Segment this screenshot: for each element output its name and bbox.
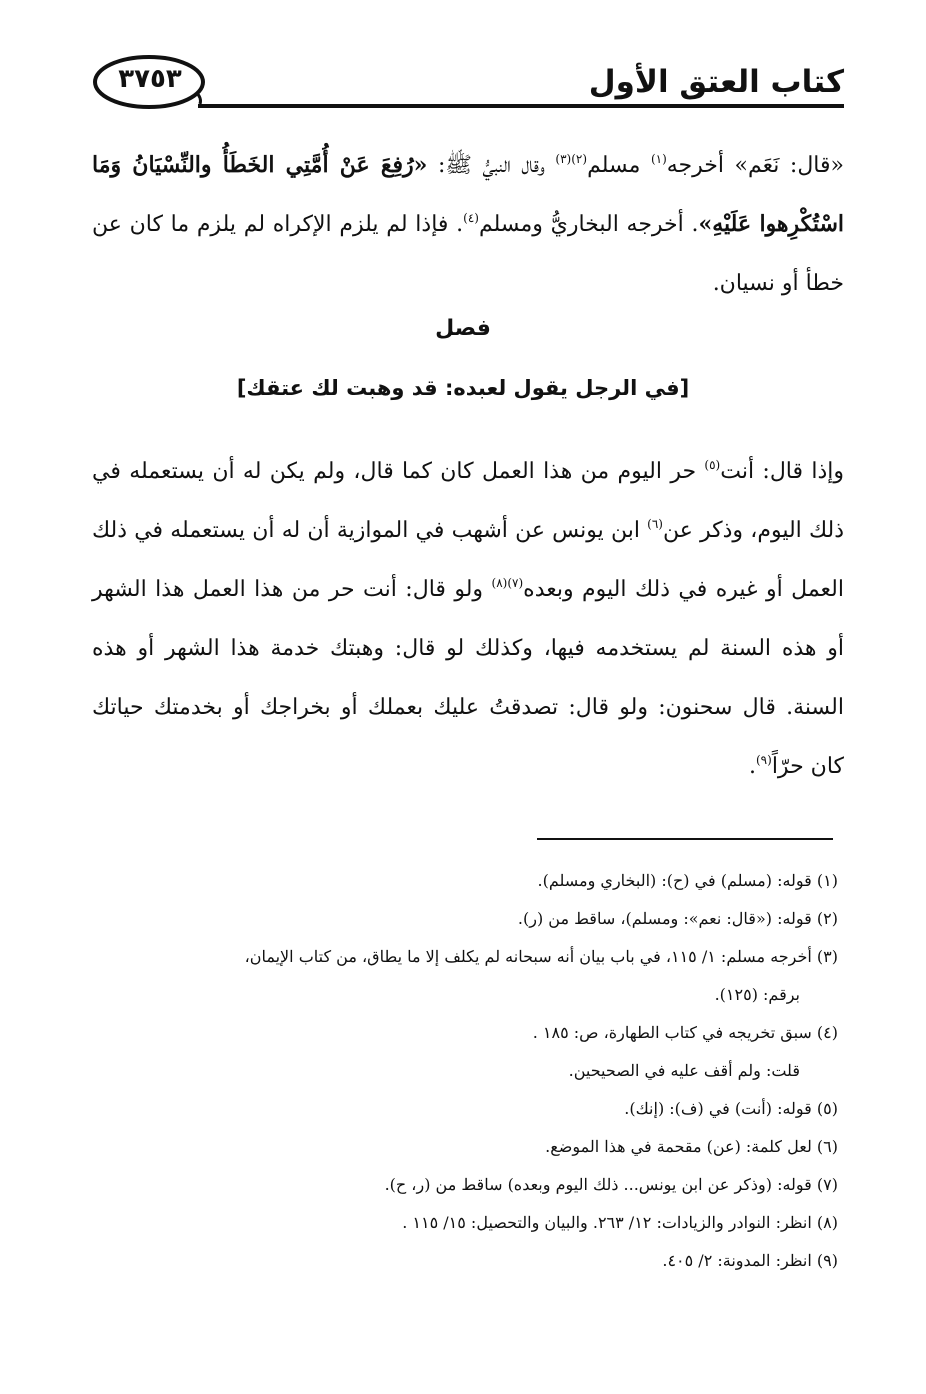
footnote-3-continued: برقم: (١٢٥). (714, 985, 800, 1004)
p1-text-a: «قال: نَعَم» أخرجه (666, 153, 844, 178)
footnote-1: (١) قوله: (مسلم) في (ح): (البخاري ومسلم). (537, 871, 838, 890)
footnote-8: (٨) انظر: النوادر والزيادات: ١٢/ ٢٦٣. والبيان والتحصيل: ١٥/ ١١٥ . (402, 1213, 838, 1232)
footnote-ref-1: (١) (650, 152, 667, 166)
section-subheading: [في الرجل يقول لعبده: قد وهبت لك عتقك] (236, 376, 690, 400)
p1-text-b: مسلم (587, 153, 651, 178)
footnote-separator (537, 838, 833, 840)
footnote-9: (٩) انظر: المدونة: ٢/ ٤٠٥. (662, 1251, 838, 1270)
p2-text-e: . (748, 754, 756, 779)
footnote-6: (٦) لعل كلمة: (عن) مقحمة في هذا الموضع. (545, 1137, 838, 1156)
footnote-5: (٥) قوله: (أنت) في (ف): (إنك). (624, 1099, 838, 1118)
p1-text-c: وقال النبيُّ ﷺ: (427, 153, 556, 178)
section-heading: فصل (435, 316, 491, 341)
p2-text-c: ابن يونس عن أشهب في الموازية أن له أن يستعمله في ذلك العمل أو غيره في ذلك اليوم وبعده (92, 518, 844, 602)
p2-text-a: وإذا قال: أنت (720, 459, 845, 484)
hadith-quote: «رُفِعَ عَنْ أُمَّتِي الخَطَأُ والنِّسْيَانُ وَمَا اسْتُكْرِهوا عَلَيْهِ» (92, 152, 845, 237)
footnote-ref-4: (٤) (463, 211, 479, 225)
footnote-ref-5: (٥) (704, 458, 721, 472)
footnote-ref-6: (٦) (647, 517, 663, 531)
page-number: ٣٧٥٣ (118, 64, 182, 94)
page-header (92, 52, 844, 112)
footnote-4: (٤) سبق تخريجه في كتاب الطهارة، ص: ١٨٥ . (532, 1023, 838, 1042)
footnotes (92, 862, 838, 1280)
paragraph-2 (92, 442, 844, 796)
footnote-ref-7-8: (٧)(٨) (491, 576, 524, 590)
footnote-4-note: قلت: ولم أقف عليه في الصحيحين. (568, 1061, 800, 1080)
p2-text-d: ولو قال: أنت حر من هذا العمل هذا الشهر أو هذه السنة لم يستخدمه فيها، وكذلك لو قال: وهبتك خدمة هذا الشهر أو هذه السنة. قال سحنون: ولو قال: تصدقتُ عليك بعملك أو بخراجك أو بخدمتك حياتك كان حرّاً (92, 577, 844, 779)
p2-text-b: حر اليوم من هذا العمل كان كما قال، ولم يكن له أن يستعمله في ذلك اليوم، وذكر عن (92, 459, 845, 543)
p1-text-d: . أخرجه البخاريُّ ومسلم (478, 212, 699, 237)
footnote-7: (٧) قوله: (وذكر عن ابن يونس... ذلك اليوم وبعده) ساقط من (ر، ح). (384, 1175, 838, 1194)
footnote-ref-2-3: (٢)(٣) (555, 152, 588, 166)
footnote-ref-9: (٩) (755, 753, 772, 767)
header-rule (198, 104, 844, 108)
book-title: كتاب العتق الأول (588, 64, 844, 100)
paragraph-1 (92, 136, 844, 313)
p1-text-e: . فإذا لم يلزم الإكراه لم يلزم ما كان عن خطأ أو نسيان. (92, 212, 844, 296)
footnote-2: (٢) قوله: («قال: نعم»: ومسلم)، ساقط من (ر). (517, 909, 838, 928)
footnote-3: (٣) أخرجه مسلم: ١/ ١١٥، في باب بيان أنه سبحانه لم يكلف إلا ما يطاق، من كتاب الإيمان، (244, 947, 838, 966)
